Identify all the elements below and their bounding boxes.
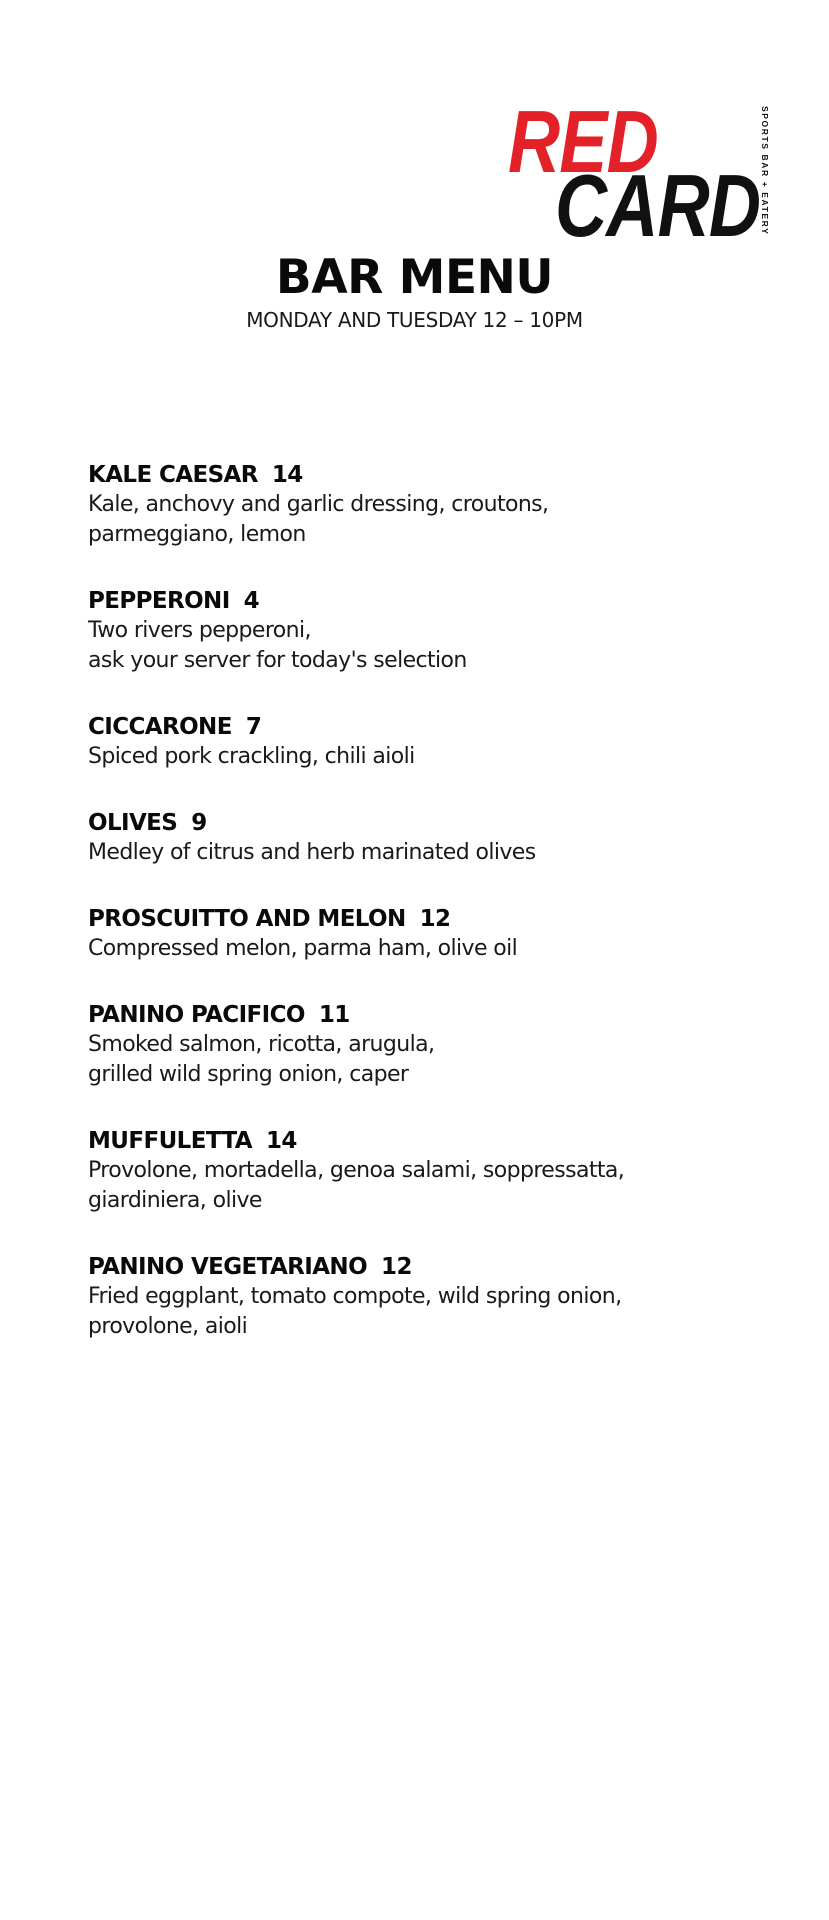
description-line: giardiniera, olive — [88, 1188, 262, 1213]
menu-item-panino-vegetariano — [88, 1252, 788, 1342]
menu-item-price: 12 — [419, 906, 451, 932]
page-title: BAR MENU — [275, 250, 554, 305]
description-line: Fried eggplant, tomato compote, wild spring onion, — [88, 1284, 622, 1309]
menu-item-description — [88, 1030, 788, 1090]
menu-item-heading — [88, 586, 788, 616]
menu-item-heading — [88, 1252, 788, 1282]
description-line: provolone, aioli — [88, 1314, 248, 1339]
menu-item-description — [88, 616, 788, 676]
menu-item-heading — [88, 460, 788, 490]
menu-item-name: PEPPERONI — [88, 588, 230, 614]
menu-item-name: PANINO PACIFICO — [88, 1002, 305, 1028]
menu-item-name: PROSCUITTO AND MELON — [88, 906, 406, 932]
menu-item-olives — [88, 808, 788, 868]
description-line: grilled wild spring onion, caper — [88, 1062, 409, 1087]
menu-item-description — [88, 934, 788, 964]
menu-item-heading — [88, 904, 788, 934]
menu-item-name: OLIVES — [88, 810, 178, 836]
menu-item-proscuitto-and-melon — [88, 904, 788, 964]
menu-item-heading — [88, 712, 788, 742]
description-line: parmeggiano, lemon — [88, 522, 306, 547]
menu-item-price: 4 — [243, 588, 260, 614]
menu-item-price: 12 — [381, 1254, 412, 1280]
description-line: ask your server for today's selection — [88, 648, 467, 673]
menu-item-description — [88, 838, 788, 868]
description-line: Compressed melon, parma ham, olive oil — [88, 936, 518, 961]
menu-item-heading — [88, 808, 788, 838]
menu-item-description — [88, 1156, 788, 1216]
logo-word-red: RED — [508, 92, 658, 191]
hours-subtitle: MONDAY AND TUESDAY 12 – 10PM — [246, 308, 583, 332]
logo-word-card: CARD — [555, 156, 761, 255]
menu-item-price: 14 — [265, 1128, 297, 1154]
menu-item-name: KALE CAESAR — [88, 462, 258, 488]
menu-item-heading — [88, 1126, 788, 1156]
red-card-logo — [500, 92, 790, 255]
menu-item-pepperoni — [88, 586, 788, 676]
menu-item-panino-pacifico — [88, 1000, 788, 1090]
menu-item-price: 7 — [245, 714, 262, 740]
description-line: Medley of citrus and herb marinated olives — [88, 840, 536, 865]
menu-item-muffuletta — [88, 1126, 788, 1216]
menu-item-price: 9 — [191, 810, 207, 836]
description-line: Two rivers pepperoni, — [88, 618, 311, 643]
menu-list — [88, 460, 788, 1378]
menu-item-kale-caesar — [88, 460, 788, 550]
menu-item-description — [88, 1282, 788, 1342]
description-line: Kale, anchovy and garlic dressing, croutons, — [88, 492, 549, 517]
menu-item-ciccarone — [88, 712, 788, 772]
menu-item-name: MUFFULETTA — [88, 1128, 252, 1154]
menu-item-heading — [88, 1000, 788, 1030]
description-line: Provolone, mortadella, genoa salami, soppressatta, — [88, 1158, 625, 1183]
menu-item-description — [88, 490, 788, 550]
description-line: Smoked salmon, ricotta, arugula, — [88, 1032, 435, 1057]
menu-item-description — [88, 742, 788, 772]
menu-item-price: 11 — [318, 1002, 350, 1028]
menu-item-name: PANINO VEGETARIANO — [88, 1254, 368, 1280]
description-line: Spiced pork crackling, chili aioli — [88, 744, 415, 769]
logo-tagline: SPORTS BAR + EATERY — [760, 106, 770, 236]
menu-item-name: CICCARONE — [88, 714, 232, 740]
menu-item-price: 14 — [271, 462, 303, 488]
